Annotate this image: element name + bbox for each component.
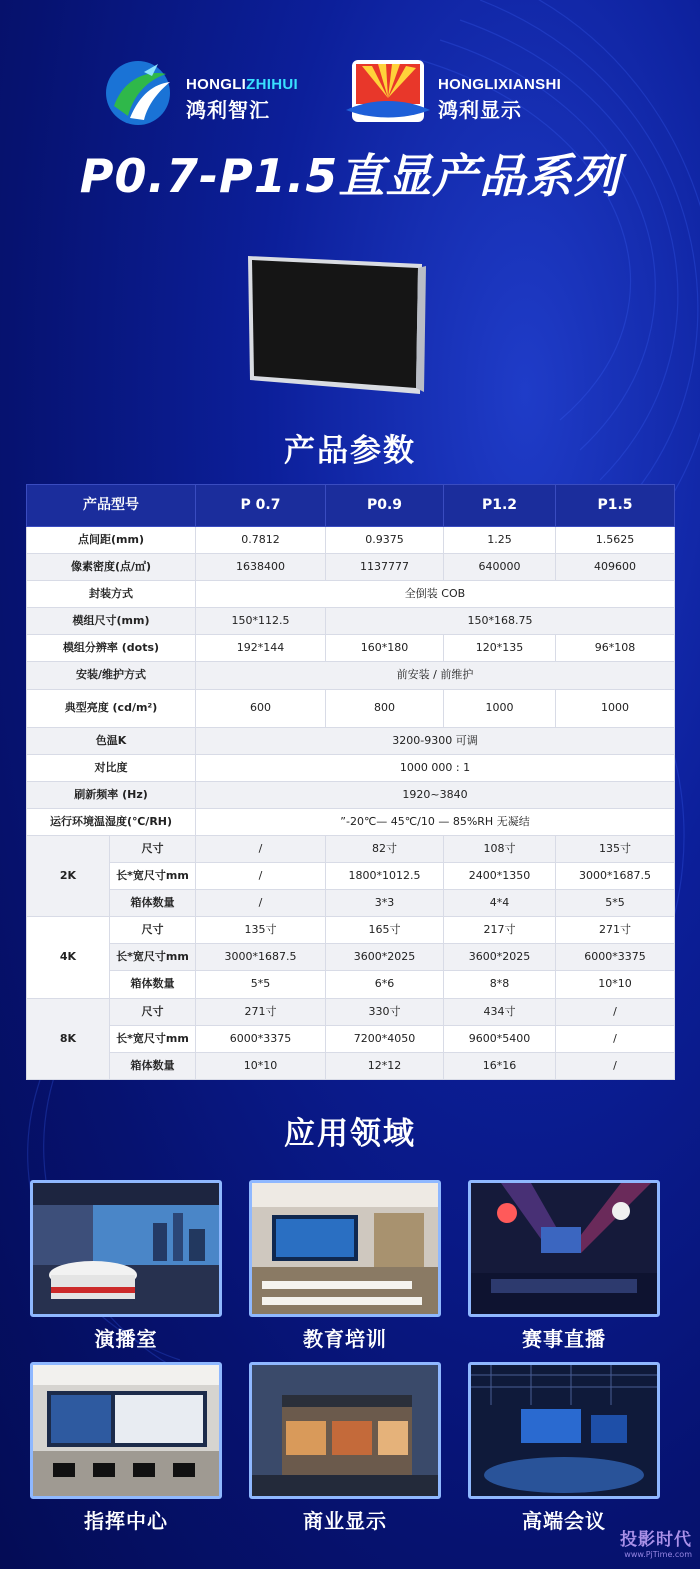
sub-label: 尺寸: [110, 917, 196, 944]
cell: 165寸: [326, 917, 444, 944]
row-label: 像素密度(点/㎡): [27, 554, 196, 581]
row-label: 模组分辨率 (dots): [27, 635, 196, 662]
xianshi-cjk-text: 鸿利显示: [438, 98, 522, 122]
cell: /: [196, 863, 326, 890]
app-label: 指挥中心: [84, 1509, 168, 1533]
row-label: 封装方式: [27, 581, 196, 608]
cell: 1000: [556, 689, 675, 727]
header-p07: P 0.7: [196, 485, 326, 527]
sub-label: 箱体数量: [110, 890, 196, 917]
row-label: 典型亮度 (cd/m²): [27, 689, 196, 727]
header-p15: P1.5: [556, 485, 675, 527]
cell: 800: [326, 689, 444, 727]
header-p09: P0.9: [326, 485, 444, 527]
row-4k-size: [27, 917, 675, 944]
led-panel-image: [244, 254, 430, 396]
row-pitch: [27, 527, 675, 554]
cell: /: [196, 890, 326, 917]
cell: 1920~3840: [196, 781, 675, 808]
row-label: 模组尺寸(mm): [27, 608, 196, 635]
xianshi-sunburst-icon: [342, 58, 434, 128]
cell: 192*144: [196, 635, 326, 662]
row-4k-count: [27, 971, 675, 998]
page-title: P0.7-P1.5直显产品系列: [79, 149, 621, 203]
cell: 1000 000 : 1: [196, 754, 675, 781]
cell: 3600*2025: [444, 944, 556, 971]
app-education: [249, 1180, 441, 1352]
cell: /: [196, 835, 326, 862]
cell: 3*3: [326, 890, 444, 917]
cell: 1638400: [196, 554, 326, 581]
cell: 3600*2025: [326, 944, 444, 971]
live-sports-image: [468, 1180, 660, 1317]
zhihui-emblem-icon: [100, 58, 180, 128]
app-studio: [30, 1180, 222, 1352]
cell: 1137777: [326, 554, 444, 581]
cell: ”-20℃— 45℃/10 — 85%RH 无凝结: [196, 808, 675, 835]
cell: 6000*3375: [556, 944, 675, 971]
row-module-size: [27, 608, 675, 635]
cell: 409600: [556, 554, 675, 581]
cell: 271寸: [556, 917, 675, 944]
zhihui-cjk-text: 鸿利智汇: [186, 98, 270, 122]
row-color-temp: [27, 727, 675, 754]
cell: 330寸: [326, 998, 444, 1025]
cell: 1800*1012.5: [326, 863, 444, 890]
app-high-end-conference: [468, 1362, 660, 1534]
cell: 271寸: [196, 998, 326, 1025]
cell: 7200*4050: [326, 1025, 444, 1052]
header-p12: P1.2: [444, 485, 556, 527]
row-density: [27, 554, 675, 581]
cell: /: [556, 998, 675, 1025]
app-label: 教育培训: [303, 1327, 387, 1351]
row-label: 点间距(mm): [27, 527, 196, 554]
cell: 120*135: [444, 635, 556, 662]
cell: 10*10: [196, 1052, 326, 1079]
group-label-8k: 8K: [27, 998, 110, 1080]
row-label: 对比度: [27, 754, 196, 781]
cell: 217寸: [444, 917, 556, 944]
group-label-2k: 2K: [27, 835, 110, 916]
cell: 6000*3375: [196, 1025, 326, 1052]
cell: 前安装 / 前维护: [196, 662, 675, 689]
watermark: [620, 1525, 692, 1559]
logo-bar: [0, 58, 700, 128]
group-label-4k: 4K: [27, 917, 110, 998]
cell: 82寸: [326, 835, 444, 862]
table-header-row: [27, 485, 675, 527]
cell: 135寸: [556, 835, 675, 862]
cell: 5*5: [196, 971, 326, 998]
cell: 8*8: [444, 971, 556, 998]
row-8k-count: [27, 1052, 675, 1079]
cell: 3000*1687.5: [556, 863, 675, 890]
sub-label: 箱体数量: [110, 1052, 196, 1079]
cell: 4*4: [444, 890, 556, 917]
applications-grid: [30, 1180, 670, 1560]
cell: 1.25: [444, 527, 556, 554]
row-refresh: [27, 781, 675, 808]
app-label: 赛事直播: [522, 1327, 606, 1351]
cell: 3000*1687.5: [196, 944, 326, 971]
app-label: 高端会议: [522, 1509, 606, 1533]
header-model: 产品型号: [27, 485, 196, 527]
education-image: [249, 1180, 441, 1317]
row-environment: [27, 808, 675, 835]
row-label: 刷新频率 (Hz): [27, 781, 196, 808]
command-center-image: [30, 1362, 222, 1499]
cell: 1000: [444, 689, 556, 727]
cell: /: [556, 1052, 675, 1079]
cell: 5*5: [556, 890, 675, 917]
sub-label: 箱体数量: [110, 971, 196, 998]
row-label: 安装/维护方式: [27, 662, 196, 689]
sub-label: 长*宽尺寸mm: [110, 863, 196, 890]
hongli-xianshi-logo: [342, 58, 602, 128]
row-contrast: [27, 754, 675, 781]
params-title: 产品参数: [284, 433, 416, 469]
cell: 3200-9300 可调: [196, 727, 675, 754]
watermark-url: www.PjTime.com: [624, 1550, 692, 1559]
row-install: [27, 662, 675, 689]
sub-label: 尺寸: [110, 835, 196, 862]
row-module-res: [27, 635, 675, 662]
app-live-sports: [468, 1180, 660, 1352]
cell: /: [556, 1025, 675, 1052]
cell: 135寸: [196, 917, 326, 944]
row-4k-dims: [27, 944, 675, 971]
row-package: [27, 581, 675, 608]
sub-label: 尺寸: [110, 998, 196, 1025]
cell: 108寸: [444, 835, 556, 862]
zhihui-latin-text: HONGLIZHIHUI: [186, 76, 298, 93]
xianshi-latin-text: HONGLIXIANSHI: [438, 76, 562, 93]
row-label: 色温K: [27, 727, 196, 754]
cell: 160*180: [326, 635, 444, 662]
watermark-text: 投影时代: [620, 1530, 692, 1550]
row-2k-count: [27, 890, 675, 917]
high-end-conference-image: [468, 1362, 660, 1499]
app-commercial-display: [249, 1362, 441, 1534]
app-label: 商业显示: [303, 1509, 387, 1533]
cell: 434寸: [444, 998, 556, 1025]
cell: 12*12: [326, 1052, 444, 1079]
row-2k-size: [27, 835, 675, 862]
cell: 9600*5400: [444, 1025, 556, 1052]
sub-label: 长*宽尺寸mm: [110, 1025, 196, 1052]
cell: 150*112.5: [196, 608, 326, 635]
row-8k-dims: [27, 1025, 675, 1052]
cell: 640000: [444, 554, 556, 581]
cell: 96*108: [556, 635, 675, 662]
cell: 1.5625: [556, 527, 675, 554]
row-brightness: [27, 689, 675, 727]
row-2k-dims: [27, 863, 675, 890]
row-label: 运行环境温湿度(℃/RH): [27, 808, 196, 835]
sub-label: 长*宽尺寸mm: [110, 944, 196, 971]
app-label: 演播室: [94, 1327, 158, 1351]
cell: 6*6: [326, 971, 444, 998]
cell: 600: [196, 689, 326, 727]
spec-table: [26, 484, 674, 1080]
cell: 全倒装 COB: [196, 581, 675, 608]
cell: 2400*1350: [444, 863, 556, 890]
hongli-zhihui-logo: [100, 58, 330, 128]
cell: 0.9375: [326, 527, 444, 554]
studio-image: [30, 1180, 222, 1317]
cell: 0.7812: [196, 527, 326, 554]
cell: 10*10: [556, 971, 675, 998]
app-command-center: [30, 1362, 222, 1534]
cell: 150*168.75: [326, 608, 675, 635]
commercial-display-image: [249, 1362, 441, 1499]
applications-title: 应用领域: [284, 1116, 416, 1152]
cell: 16*16: [444, 1052, 556, 1079]
row-8k-size: [27, 998, 675, 1025]
